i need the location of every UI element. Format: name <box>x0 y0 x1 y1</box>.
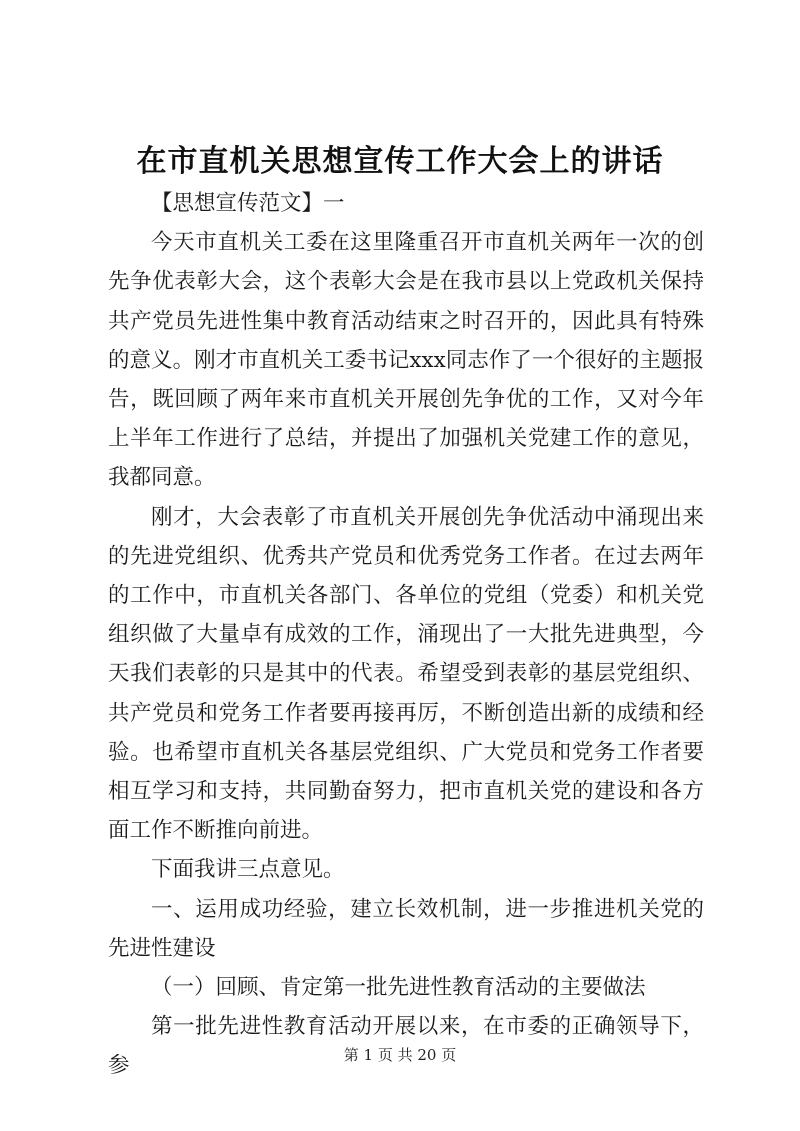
document-body <box>108 184 704 1086</box>
paragraph: 刚才，大会表彰了市直机关开展创先争优活动中涌现出来的先进党组织、优秀共产党员和优秀党务工作者。在过去两年的工作中，市直机关各部门、各单位的党组（党委）和机关党组织做了大量卓有成效的工作，涌现出了一大批先进典型，今天我们表彰的只是其中的代表。希望受到表彰的基层党组织、共产党员和党务工作者要再接再厉，不断创造出新的成绩和经验。也希望市直机关各基层党组织、广大党员和党务工作者要相互学习和支持，共同勤奋努力，把市直机关党的建设和各方面工作不断推向前进。 <box>108 504 704 844</box>
paragraph: 第一批先进性教育活动开展以来，在市委的正确领导下，参 <box>108 1014 704 1079</box>
document-title: 在市直机关思想宣传工作大会上的讲话 <box>136 144 664 179</box>
section-tag: 【思想宣传范文】一 <box>151 191 345 216</box>
subsection-heading: （一）回顾、肯定第一批先进性教育活动的主要做法 <box>151 975 646 1001</box>
page-number: 第 1 页 共 20 页 <box>343 1046 457 1064</box>
section-heading: 一、运用成功经验，建立长效机制，进一步推进机关党的先进性建设 <box>108 896 704 961</box>
paragraph: 今天市直机关工委在这里隆重召开市直机关两年一次的创先争优表彰大会，这个表彰大会是在我市县以上党政机关保持共产党员先进性集中教育活动结束之时召开的，因此具有特殊的意义。刚才市直机关工委书记xxx同志作了一个很好的主题报告，既回顾了两年来市直机关开展创先争优的工作，又对今年上半年工作进行了总结，并提出了加强机关党建工作的意见，我都同意。 <box>108 230 704 491</box>
paragraph: 下面我讲三点意见。 <box>151 857 345 883</box>
